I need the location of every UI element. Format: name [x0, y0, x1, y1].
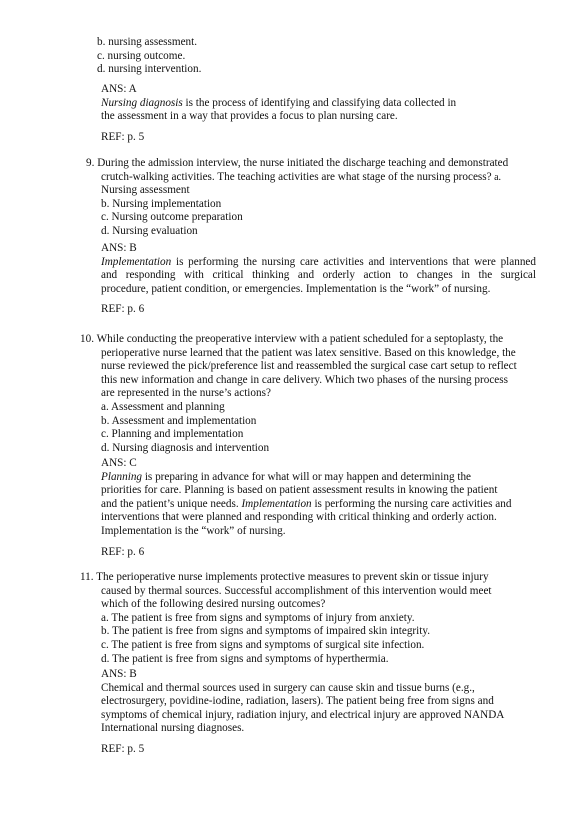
- answer-key: ANS: C: [101, 457, 137, 469]
- rationale-term: Nursing diagnosis: [101, 96, 183, 109]
- answer-key: ANS: B: [101, 242, 137, 254]
- reference: REF: p. 6: [101, 303, 145, 316]
- rationale-line: and the patient’s unique needs. Implementation is performing the nursing care activities and: [101, 497, 512, 510]
- rationale-line: Implementation is the “work” of nursing.: [101, 524, 286, 537]
- rationale-line: and responding with critical thinking and orderly action to changes in the surgical: [101, 269, 536, 282]
- answer-option: b. nursing assessment.: [97, 36, 198, 48]
- answer-option: d. Nursing diagnosis and intervention: [101, 441, 270, 454]
- question-text: perioperative nurse learned that the patient was latex sensitive. Based on this knowledge, the: [101, 346, 516, 359]
- prev-answer-block: [101, 83, 536, 144]
- answer-option: a. The patient is free from signs and symptoms of injury from anxiety.: [101, 611, 415, 624]
- answer-option: c. Planning and implementation: [101, 428, 244, 441]
- answer-option: b. Assessment and implementation: [101, 414, 257, 427]
- rationale-term: Implementation: [241, 497, 312, 510]
- q10-answer-block: [101, 457, 536, 559]
- question-text: which of the following desired nursing outcomes?: [101, 598, 326, 611]
- question-text: 9. During the admission interview, the nurse initiated the discharge teaching and demonstrated: [86, 157, 509, 169]
- reference: REF: p. 5: [101, 130, 145, 143]
- answer-option: b. Nursing implementation: [101, 197, 222, 210]
- rationale-line: International nursing diagnoses.: [101, 722, 245, 735]
- question-text: this new information and change in care delivery. Which two phases of the nursing process: [101, 373, 508, 386]
- rationale-line: interventions that were planned and responding with critical thinking and orderly action.: [101, 511, 497, 524]
- answer-key: ANS: B: [101, 668, 137, 680]
- question-text: are represented in the nurse’s actions?: [101, 387, 271, 400]
- rationale-term: Planning: [101, 470, 143, 483]
- reference: REF: p. 5: [101, 742, 145, 755]
- question-text: nurse reviewed the pick/preference list and reassembled the surgical case cart setup to reflect: [101, 360, 517, 373]
- rationale-line: Implementation is performing the nursing care activities and interventions that were planned: [101, 255, 536, 268]
- answer-option: a. Assessment and planning: [101, 400, 225, 413]
- rationale-line: the assessment in a way that provides a focus to plan nursing care.: [101, 110, 398, 123]
- question-9: [86, 157, 508, 239]
- answer-option: c. nursing outcome.: [97, 49, 186, 62]
- rationale-line: Chemical and thermal sources used in surgery can cause skin and tissue burns (e.g.,: [101, 681, 475, 694]
- answer-option: c. The patient is free from signs and symptoms of surgical site infection.: [101, 638, 425, 651]
- rationale-line: procedure, patient condition, or emergencies. Implementation is the “work” of nursing.: [101, 282, 491, 295]
- answer-option: b. The patient is free from signs and symptoms of impaired skin integrity.: [101, 625, 431, 638]
- answer-key: ANS: A: [101, 83, 137, 95]
- rationale-line: Nursing diagnosis is the process of identifying and classifying data collected in: [101, 96, 457, 109]
- question-text: crutch-walking activities. The teaching activities are what stage of the nursing process? a.: [101, 170, 502, 183]
- answer-option: c. Nursing outcome preparation: [101, 211, 243, 224]
- rationale-line: Planning is preparing in advance for what will or may happen and determining the: [101, 470, 472, 483]
- question-10: [80, 333, 517, 455]
- answer-option: d. nursing intervention.: [97, 63, 202, 76]
- rationale-line: symptoms of chemical injury, radiation injury, and electrical injury are approved NANDA: [101, 708, 505, 721]
- rationale-line: priorities for care. Planning is based on patient assessment results in knowing the patient: [101, 484, 498, 497]
- question-text: 11. The perioperative nurse implements protective measures to prevent skin or tissue injury: [80, 571, 489, 583]
- answer-option: d. The patient is free from signs and symptoms of hyperthermia.: [101, 652, 389, 665]
- prev-question-options: [97, 36, 201, 77]
- question-text: 10. While conducting the preoperative interview with a patient scheduled for a septoplasty, the: [80, 333, 504, 345]
- answer-option: Nursing assessment: [101, 184, 190, 197]
- q11-answer-block: [101, 668, 536, 757]
- reference: REF: p. 6: [101, 545, 145, 558]
- question-text: caused by thermal sources. Successful accomplishment of this intervention would meet: [101, 584, 492, 597]
- answer-option: d. Nursing evaluation: [101, 224, 198, 237]
- question-11: [80, 571, 492, 666]
- q9-answer-block: [101, 242, 536, 317]
- rationale-line: electrosurgery, povidine-iodine, radiation, lasers). The patient being free from signs and: [101, 695, 494, 708]
- rationale-term: Implementation: [101, 255, 172, 268]
